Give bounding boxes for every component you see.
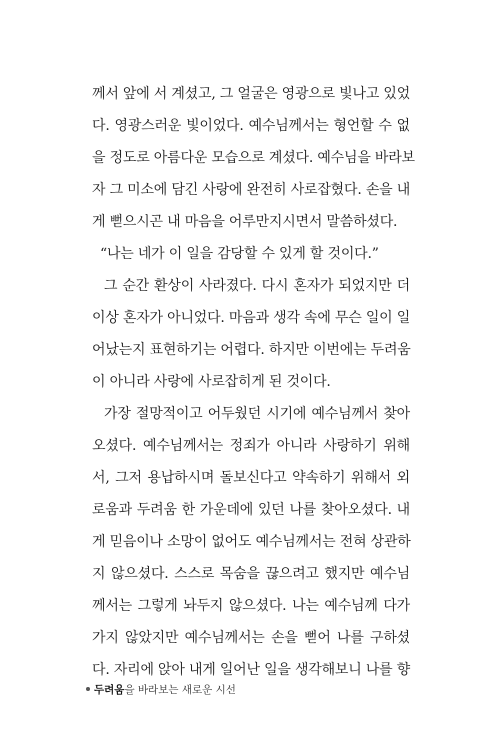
text-line: 그 순간 환상이 사라졌다. 다시 혼자가 되었지만 더: [104, 278, 410, 294]
body-text: [92, 78, 415, 686]
text-line: 을 정도로 아름다운 모습으로 계셨다. 예수님을 바라보: [92, 150, 415, 166]
text-line: 께서는 그렇게 놔두지 않으셨다. 나는 예수님께 다가: [92, 598, 410, 614]
text-line: 이 아니라 사랑에 사로잡히게 된 것이다.: [92, 374, 331, 390]
text-line: 지 않으셨다. 스스로 목숨을 끊으려고 했지만 예수님: [92, 566, 410, 582]
quote-line: “나는 네가 이 일을 감당할 수 있게 할 것이다.”: [100, 246, 379, 262]
text-line: 가지 않았지만 예수님께서는 손을 뻗어 나를 구하셨: [92, 630, 410, 646]
running-footer: [86, 682, 236, 697]
footer-title-bold: 두려움: [94, 684, 125, 696]
text-line: 자 그 미소에 담긴 사랑에 완전히 사로잡혔다. 손을 내: [92, 182, 411, 198]
bullet-icon: [86, 687, 90, 691]
text-line: 게 뻗으시곤 내 마음을 어루만지시면서 말씀하셨다.: [92, 214, 398, 230]
text-line: 서, 그저 용납하시며 돌보신다고 약속하기 위해서 외: [92, 470, 410, 486]
text-line: 께서 앞에 서 계셨고, 그 얼굴은 영광으로 빛나고 있었: [92, 86, 411, 102]
text-line: 어났는지 표현하기는 어렵다. 하지만 이번에는 두려움: [92, 342, 411, 358]
text-line: 오셨다. 예수님께서는 정죄가 아니라 사랑하기 위해: [92, 438, 410, 454]
text-line: 다. 영광스러운 빛이었다. 예수님께서는 형언할 수 없: [92, 118, 410, 134]
text-line: 다. 자리에 앉아 내게 일어난 일을 생각해보니 나를 향: [92, 662, 411, 678]
text-line: 가장 절망적이고 어두웠던 시기에 예수님께서 찾아: [104, 406, 410, 422]
text-line: 이상 혼자가 아니었다. 마음과 생각 속에 무슨 일이 일: [92, 310, 411, 326]
text-line: 게 믿음이나 소망이 없어도 예수님께서는 전혀 상관하: [92, 534, 411, 550]
text-line: 로움과 두려움 한 가운데에 있던 나를 찾아오셨다. 내: [92, 502, 410, 518]
footer-title-rest: 을 바라보는 새로운 시선: [124, 684, 236, 696]
